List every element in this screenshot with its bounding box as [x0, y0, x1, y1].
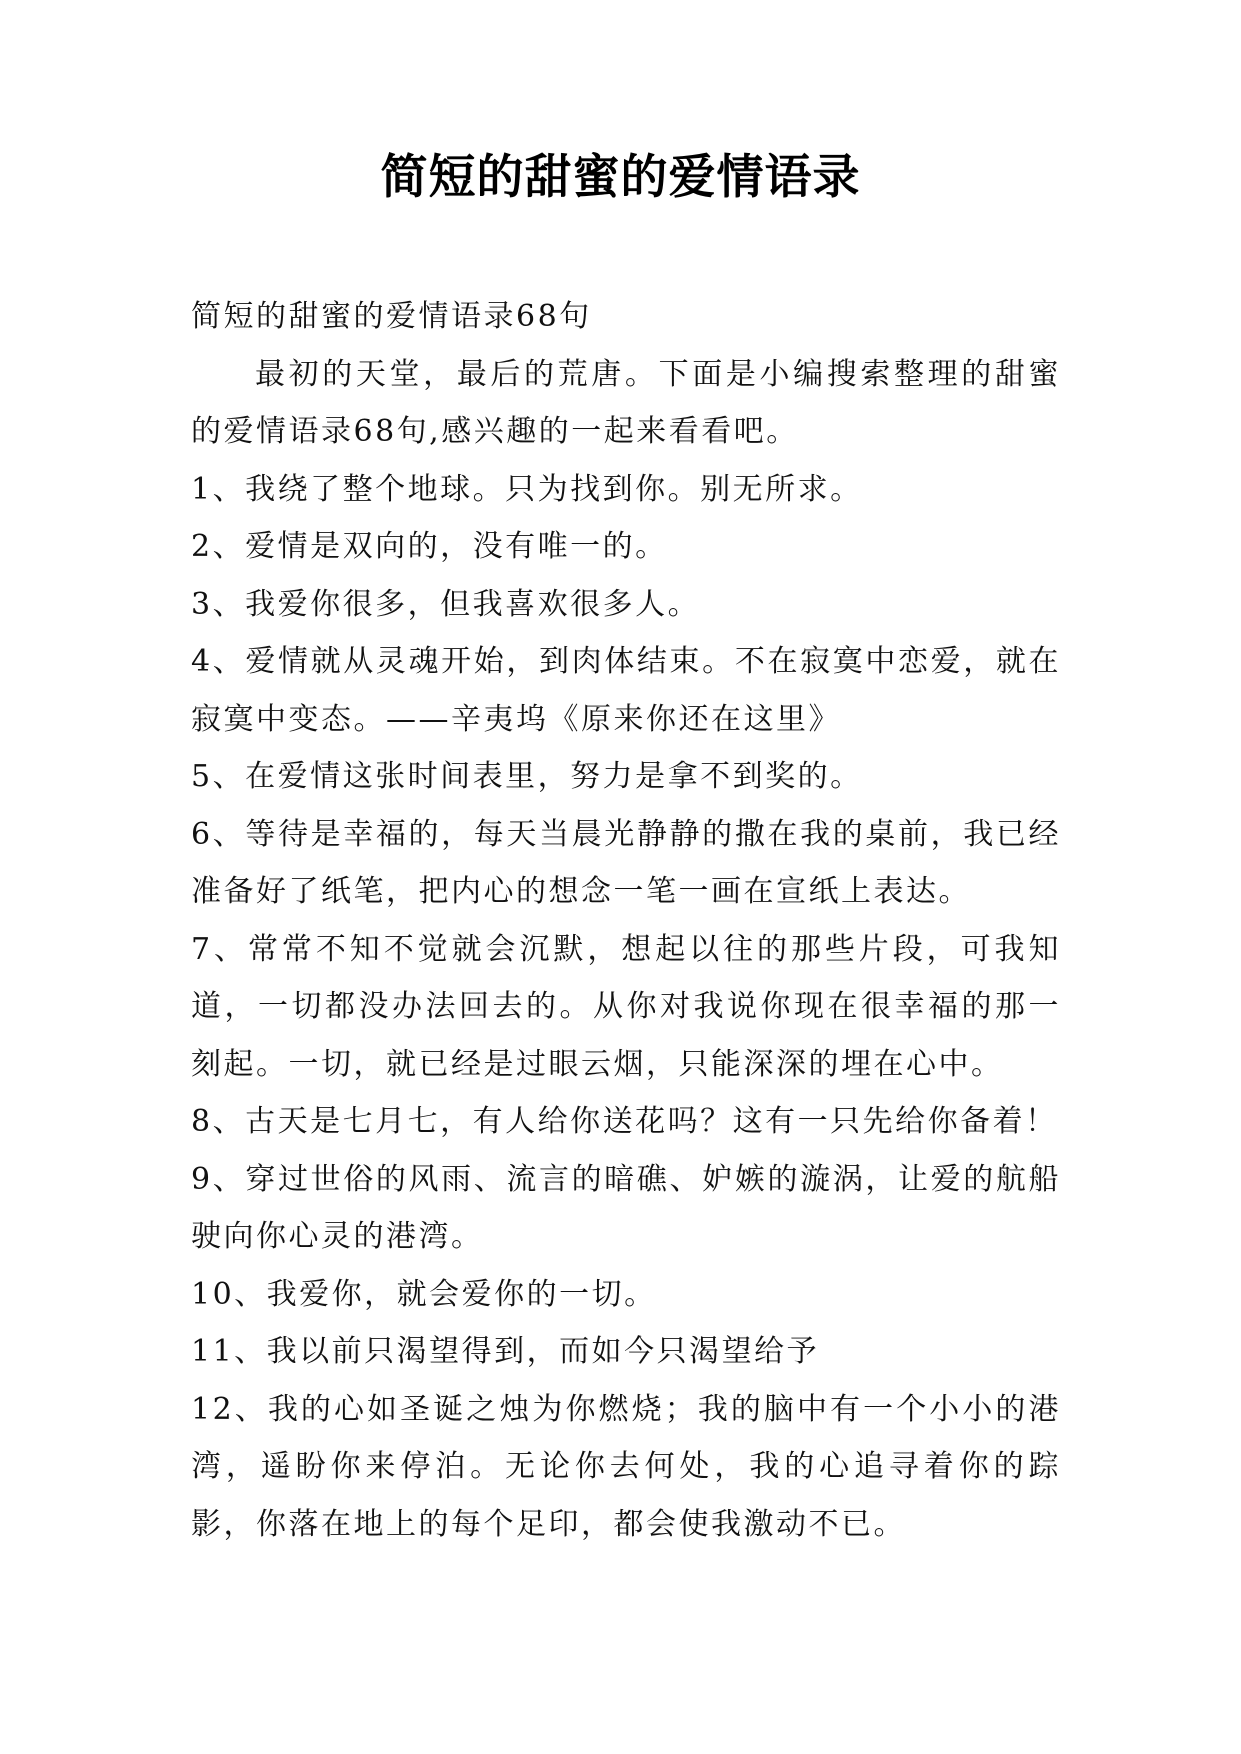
- quote-11: 11、我以前只渴望得到，而如今只渴望给予: [191, 1334, 820, 1369]
- quote-12: 12、我的心如圣诞之烛为你燃烧；我的脑中有一个小小的港湾，遥盼你来停泊。无论你去何处，我的心追寻着你的踪影，你落在地上的每个足印，都会使我激动不已。: [191, 1391, 1061, 1542]
- subtitle-paragraph: 简短的甜蜜的爱情语录68句: [191, 299, 592, 334]
- quote-4: 4、爱情就从灵魂开始，到肉体结束。不在寂寞中恋爱，就在寂寞中变态。——辛夷坞《原来你还在这里》: [191, 644, 1061, 737]
- document-title: 简短的甜蜜的爱情语录: [380, 150, 861, 205]
- quote-6: 6、等待是幸福的，每天当晨光静静的撒在我的桌前，我已经准备好了纸笔，把内心的想念一笔一画在宣纸上表达。: [191, 816, 1061, 909]
- quote-3: 3、我爱你很多，但我喜欢很多人。: [191, 586, 701, 622]
- intro-paragraph: 最初的天堂，最后的荒唐。下面是小编搜索整理的甜蜜的爱情语录68句,感兴趣的一起来看看吧。: [191, 356, 1061, 449]
- quote-9: 9、穿过世俗的风雨、流言的暗礁、妒嫉的漩涡，让爱的航船驶向你心灵的港湾。: [191, 1161, 1061, 1254]
- document-body: [191, 288, 1061, 1553]
- quote-5: 5、在爱情这张时间表里，努力是拿不到奖的。: [191, 759, 863, 794]
- quote-7: 7、常常不知不觉就会沉默，想起以往的那些片段，可我知道，一切都没办法回去的。从你对我说你现在很幸福的那一刻起。一切，就已经是过眼云烟，只能深深的埋在心中。: [191, 931, 1061, 1082]
- quote-10: 10、我爱你，就会爱你的一切。: [191, 1276, 657, 1312]
- quote-2: 2、爱情是双向的，没有唯一的。: [191, 529, 668, 564]
- quote-8: 8、古天是七月七，有人给你送花吗？这有一只先给你备着！: [191, 1104, 1058, 1139]
- quote-1: 1、我绕了整个地球。只为找到你。别无所求。: [191, 471, 863, 507]
